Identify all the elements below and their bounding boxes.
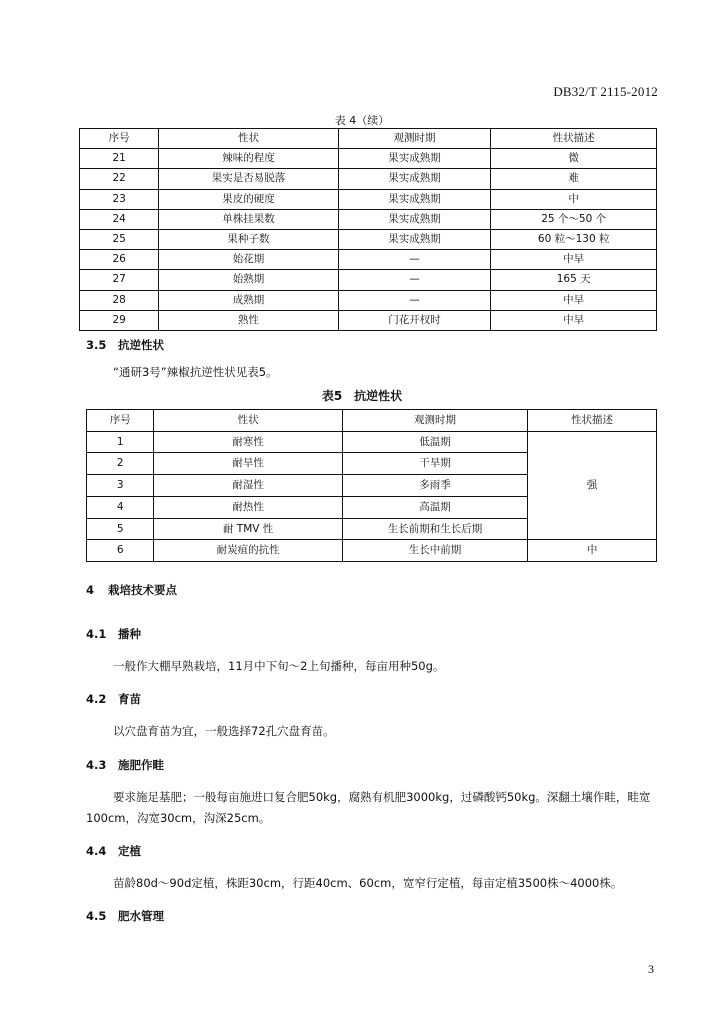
section-4-3-text: 要求施足基肥；一般每亩施进口复合肥50kg，腐熟有机肥3000kg，过磷酸钙50kg。深翻土壤作畦，畦宽100cm，沟宽30cm，沟深25cm。 — [86, 790, 651, 825]
cell: 25 个～50 个 — [491, 209, 657, 229]
table-row — [80, 290, 657, 310]
section-3-5-text: “通研3号”辣椒抗逆性状见表5。 — [113, 365, 278, 379]
cell: — — [338, 290, 491, 310]
cell: 22 — [80, 169, 159, 189]
table-row — [87, 540, 657, 562]
section-4-4-text: 苗龄80d～90d定植，株距30cm，行距40cm、60cm，宽窄行定植，每亩定植3500株～4000株。 — [113, 876, 623, 890]
table-5 — [86, 409, 657, 562]
section-4-2-heading — [86, 691, 141, 707]
col-header: 性状 — [159, 129, 338, 149]
section-4-1-heading — [86, 626, 141, 642]
cell: 1 — [87, 431, 154, 453]
cell: 成熟期 — [159, 290, 338, 310]
cell: 果实成熟期 — [338, 149, 491, 169]
cell: 生长中前期 — [342, 540, 527, 562]
table-4 — [79, 128, 657, 331]
cell: — — [338, 270, 491, 290]
table4-caption: 表 4（续） — [334, 114, 390, 127]
cell: 熟性 — [159, 310, 338, 330]
table-row — [80, 230, 657, 250]
cell: 生长前期和生长后期 — [342, 518, 527, 540]
cell: 耐 TMV 性 — [154, 518, 342, 540]
cell: 果实成熟期 — [338, 230, 491, 250]
section-4-5-heading — [86, 908, 164, 924]
cell: 5 — [87, 518, 154, 540]
cell: 干旱期 — [342, 453, 527, 475]
cell: 低温期 — [342, 431, 527, 453]
section-number: 4 — [86, 583, 95, 597]
cell: 2 — [87, 453, 154, 475]
cell: 3 — [87, 475, 154, 497]
table-row — [80, 149, 657, 169]
col-header: 观测时期 — [342, 410, 527, 432]
cell: 4 — [87, 496, 154, 518]
cell: 耐炭疽的抗性 — [154, 540, 342, 562]
section-number: 4.2 — [86, 692, 107, 706]
cell: 60 粒～130 粒 — [491, 230, 657, 250]
cell: 24 — [80, 209, 159, 229]
section-title: 施肥作畦 — [118, 758, 164, 772]
cell: 26 — [80, 250, 159, 270]
cell: 耐热性 — [154, 496, 342, 518]
cell: 单株挂果数 — [159, 209, 338, 229]
section-title: 栽培技术要点 — [108, 583, 177, 597]
table-row — [80, 270, 657, 290]
cell: 果皮的硬度 — [159, 189, 338, 209]
table5-caption: 表5 抗逆性状 — [321, 389, 403, 403]
table-header-row — [87, 410, 657, 432]
cell: 27 — [80, 270, 159, 290]
cell: 6 — [87, 540, 154, 562]
section-title: 播种 — [118, 627, 141, 641]
cell: 果实成熟期 — [338, 209, 491, 229]
section-title: 定植 — [118, 844, 141, 858]
section-number: 4.1 — [86, 627, 107, 641]
cell: 中早 — [491, 290, 657, 310]
section-4-heading — [86, 582, 177, 598]
section-title: 肥水管理 — [118, 909, 164, 923]
table-row — [80, 250, 657, 270]
cell: 28 — [80, 290, 159, 310]
section-title: 育苗 — [118, 692, 141, 706]
cell: 25 — [80, 230, 159, 250]
cell: 29 — [80, 310, 159, 330]
cell: 耐旱性 — [154, 453, 342, 475]
cell: 耐寒性 — [154, 431, 342, 453]
cell: 165 天 — [491, 270, 657, 290]
table-row — [80, 310, 657, 330]
cell: 高温期 — [342, 496, 527, 518]
section-4-1-text: 一般作大棚早熟栽培，11月中下旬～2上旬播种，每亩用种50g。 — [113, 659, 445, 673]
cell: 果种子数 — [159, 230, 338, 250]
cell: 门花开杈时 — [338, 310, 491, 330]
cell: — — [338, 250, 491, 270]
section-number: 4.4 — [86, 844, 107, 858]
cell: 果实是否易脱落 — [159, 169, 338, 189]
cell: 辣味的程度 — [159, 149, 338, 169]
cell: 中早 — [491, 310, 657, 330]
section-3-5-heading — [86, 337, 164, 353]
section-4-4-heading — [86, 843, 141, 859]
section-4-3-heading — [86, 757, 164, 773]
col-header: 观测时期 — [338, 129, 491, 149]
col-header: 性状描述 — [491, 129, 657, 149]
table-row — [80, 169, 657, 189]
cell: 难 — [491, 169, 657, 189]
section-title: 抗逆性状 — [118, 338, 164, 352]
table-row — [80, 209, 657, 229]
section-number: 3.5 — [86, 338, 107, 352]
cell: 中 — [528, 540, 657, 562]
cell: 多雨季 — [342, 475, 527, 497]
section-number: 4.3 — [86, 758, 107, 772]
cell: 果实成熟期 — [338, 189, 491, 209]
cell: 中早 — [491, 250, 657, 270]
cell: 始熟期 — [159, 270, 338, 290]
table-header-row — [80, 129, 657, 149]
cell: 果实成熟期 — [338, 169, 491, 189]
col-header: 序号 — [80, 129, 159, 149]
table-row — [80, 189, 657, 209]
cell: 微 — [491, 149, 657, 169]
col-header: 性状描述 — [528, 410, 657, 432]
cell: 始花期 — [159, 250, 338, 270]
merged-desc-cell: 强 — [528, 431, 657, 540]
table-row — [87, 431, 657, 453]
cell: 23 — [80, 189, 159, 209]
standard-code: DB32/T 2115-2012 — [553, 84, 658, 99]
cell: 21 — [80, 149, 159, 169]
section-number: 4.5 — [86, 909, 107, 923]
col-header: 性状 — [154, 410, 342, 432]
col-header: 序号 — [87, 410, 154, 432]
page-number: 3 — [648, 962, 654, 976]
section-4-2-text: 以穴盘育苗为宜，一般选择72孔穴盘育苗。 — [113, 724, 335, 738]
cell: 耐湿性 — [154, 475, 342, 497]
cell: 中 — [491, 189, 657, 209]
